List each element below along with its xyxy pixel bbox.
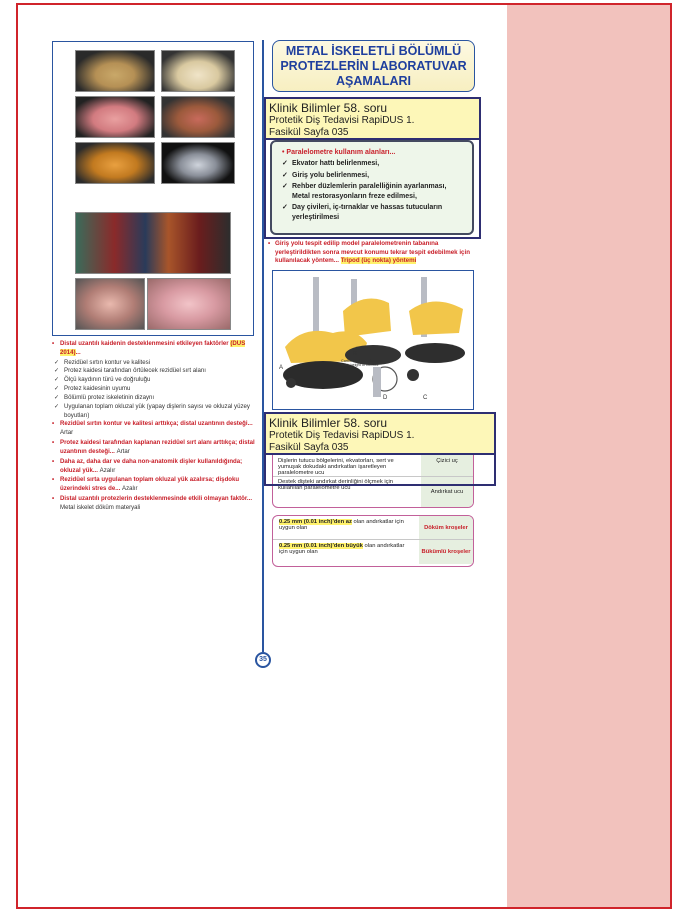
figure-carbon-label: Carbon rod substituted to mark height of contour <box>341 359 384 368</box>
paralelometre-box <box>270 140 474 235</box>
page-number: 35 <box>255 652 271 668</box>
clasp-table <box>272 515 474 567</box>
title-line-1: METAL İSKELETLİ BÖLÜMLÜ <box>285 44 462 58</box>
photo-denture-model-1 <box>75 50 155 92</box>
bullet-noneffective <box>52 495 256 513</box>
undercut-value: 0.25 mm (0.01 inch)'den büyük <box>279 543 363 549</box>
photo-framework-pieces <box>75 212 231 274</box>
paralelometre-heading-text: Paralelometre kullanım alanları... <box>286 149 396 156</box>
figure-label-a: A <box>279 365 284 371</box>
surveyor-figure <box>272 270 474 410</box>
overlay-line-3: Fasikül Sayfa 035 <box>269 441 349 453</box>
section-title <box>272 40 475 92</box>
right-margin-strip <box>507 5 670 907</box>
figure-label-b: B <box>353 351 358 357</box>
bullet-base-area <box>52 439 256 457</box>
paralel-item: ✓ Ekvator hattı belirlenmesi, <box>282 159 466 168</box>
paralelometre-heading: • Paralelometre kullanım alanları... <box>282 149 396 156</box>
undercut-desc: olan andırkatlar için uygun olan <box>279 543 405 555</box>
reference-overlay-top <box>264 97 481 140</box>
load-answer: Azalır <box>122 485 138 493</box>
table-cell-tool: Çizici uç <box>421 446 473 476</box>
factor-item: ✓ Protez kaidesinin uyumu <box>52 385 256 394</box>
factor-item: ✓ Ölçü kaydının türü ve doğruluğu <box>52 376 256 385</box>
overlay-title: Klinik Bilimler 58. soru <box>269 101 388 115</box>
noneffective-question: Distal uzantılı protezlerin desteklenmesinde etkili olmayan faktör... <box>60 495 253 503</box>
table-cell-desc <box>273 540 419 564</box>
photo-denture-model-4 <box>161 96 235 138</box>
overlay-line-2: Protetik Diş Tedavisi RapiDUS 1. <box>269 430 415 442</box>
ridge-quality-question: Rezidüel sırtın kontur ve kalitesi arttıkça; distal uzantının desteği... <box>60 420 253 428</box>
photo-denture-model-5 <box>75 142 155 184</box>
photo-panel <box>52 41 254 336</box>
factors-question: Distal uzantılı kaidenin desteklenmesini etkileyen faktörler <box>60 340 229 347</box>
title-line-2: PROTEZLERİN LABORATUVAR <box>280 59 467 73</box>
paralel-item: ✓ Day çivileri, iç-tırnaklar ve hassas tutucuların yerleştirilmesi <box>282 203 466 222</box>
tripod-bullet <box>268 240 478 266</box>
table-cell-desc: Destek dişteki andırkat derinliğini ölçmek için kullanılan paralelometre ucu <box>278 479 394 491</box>
base-area-question: Protez kaidesi tarafından kaplanan rezidüel sırt alanı arttıkça; distal uzantının desteği... <box>60 439 255 455</box>
factor-item: ✓ Bölümlü protez iskeletinin dizaynı <box>52 394 256 403</box>
factor-item: ✓ Protez kaidesi tarafından örtülecek rezidüel sırt alanı <box>52 367 256 376</box>
base-area-answer: Artar <box>116 447 130 455</box>
surveyor-illustration <box>273 271 473 409</box>
photo-metal-frame <box>161 142 235 184</box>
teeth-question: Daha az, daha dar ve daha non-anatomik dişler kullanıldığında; okluzal yük... <box>60 457 243 474</box>
table-cell-tool: Döküm kroşeler <box>419 516 473 539</box>
table-row <box>273 477 473 507</box>
left-column-text <box>52 340 256 514</box>
bullet-teeth <box>52 458 256 476</box>
table-cell-tool: Bükümlü kroşeler <box>419 540 473 564</box>
figure-label-c: C <box>423 395 428 401</box>
noneffective-answer: Metal iskelet döküm materyali <box>60 503 141 511</box>
dus-tag: (DUS 2014) <box>60 340 246 356</box>
ridge-quality-answer: Artar <box>60 429 74 437</box>
photo-intraoral-2 <box>147 278 231 330</box>
tripod-answer: Tripod (üç nokta) yöntemi <box>340 257 417 265</box>
bullet-ridge-quality <box>52 420 256 438</box>
factors-dots: ... <box>75 348 81 356</box>
table-cell-desc <box>273 516 419 539</box>
paralel-item: ✓ Giriş yolu belirlenmesi, <box>282 171 466 180</box>
title-line-3: AŞAMALARI <box>336 74 411 88</box>
overlay-line-2: Protetik Diş Tedavisi RapiDUS 1. <box>269 115 415 127</box>
bullet-load <box>52 476 256 494</box>
photo-denture-model-2 <box>161 50 235 92</box>
photo-intraoral-1 <box>75 278 145 330</box>
factor-item: ✓ Uygulanan toplam okluzal yük (yapay dişlerin sayısı ve okluzal yüzey boyutları) <box>52 403 256 421</box>
tripod-question: Giriş yolu tespit edilip model paralelometrenin tabanına yerleştirildikten sonra mevcut konumu tekrar tespit edebilmek için kullanılacak yöntem... <box>275 240 470 265</box>
teeth-answer: Azalır <box>99 466 116 474</box>
table-row <box>273 516 473 540</box>
overlay-title: Klinik Bilimler 58. soru <box>269 416 388 430</box>
paralel-item: ✓ Rehber düzlemlerin paralelliğinin ayarlanması, Metal restorasyonların freze edilmesi, <box>282 182 466 201</box>
factor-item: ✓ Rezidüel sırtın kontur ve kalitesi <box>52 359 256 368</box>
overlay-line-3: Fasikül Sayfa 035 <box>269 126 349 138</box>
undercut-desc: olan andırkatlar için uygun olan <box>279 519 404 531</box>
undercut-value: 0.25 mm (0.01 inch)'den az <box>279 519 352 525</box>
table-cell-tool: Andırkat ucu <box>421 477 473 507</box>
table-row <box>273 540 473 564</box>
photo-denture-model-3 <box>75 96 155 138</box>
figure-label-d: D <box>383 395 388 401</box>
table-cell-desc: Dişlerin tutucu bölgelerini, ekvatorları, sert ve yumuşak dokudaki andırkatları işaretleyen paralelometre ucu <box>278 458 394 476</box>
bullet-factors <box>52 340 256 358</box>
load-question: Rezidüel sırta uygulanan toplam okluzal yük azalırsa; dişdoku üzerindeki stres de... <box>60 476 240 493</box>
reference-overlay-bottom <box>264 412 496 455</box>
